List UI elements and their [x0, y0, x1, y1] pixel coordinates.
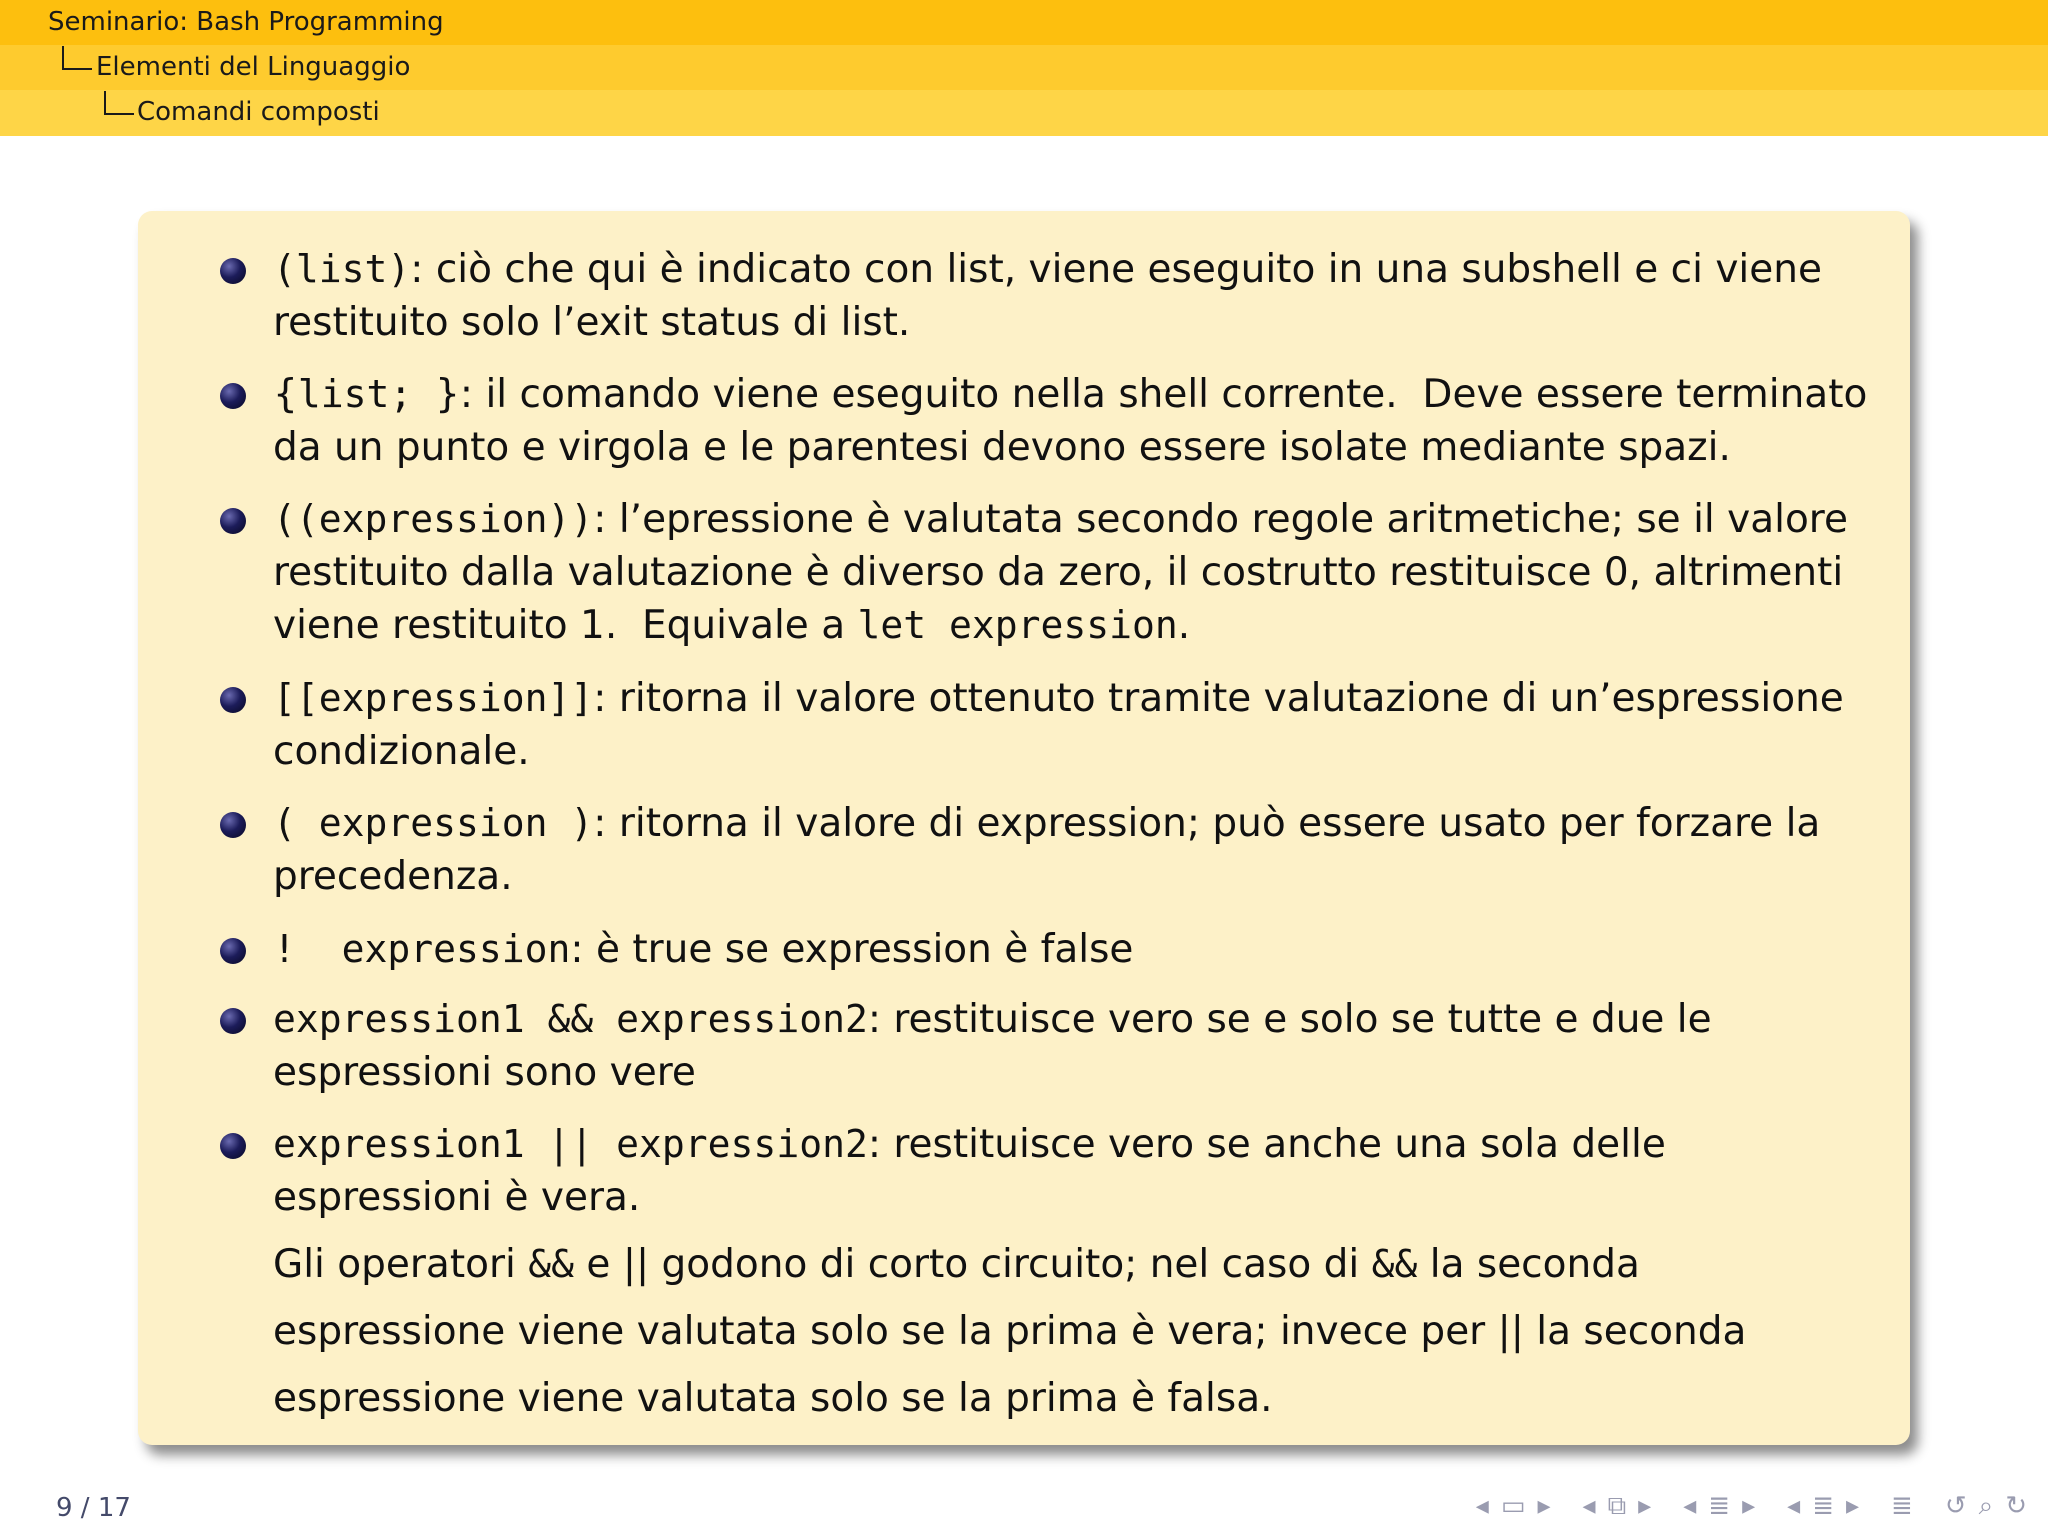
text-line	[273, 1231, 1883, 1298]
text-run: da un punto e virgola e le parentesi devono essere isolate mediante spazi.	[273, 425, 1731, 470]
text-run: espressione viene valutata solo se la prima è falsa.	[273, 1376, 1273, 1421]
content-block	[138, 211, 1910, 1445]
text-run: : restituisce vero se anche una sola delle	[867, 1122, 1666, 1167]
text-line	[273, 993, 1883, 1046]
text-run: Gli operatori	[273, 1242, 529, 1287]
text-run: }: il comando viene eseguito nella shell corrente. Deve essere terminato	[435, 372, 1868, 417]
text-run: espressioni sono vere	[273, 1050, 696, 1095]
arrow-right-icon[interactable]: ▸	[1742, 1491, 1756, 1521]
code-snippet: &&	[1371, 1242, 1418, 1286]
text-run: precedenza.	[273, 854, 513, 899]
bullet-text	[273, 243, 1883, 349]
text-line	[273, 368, 1883, 421]
code-snippet: let expression	[857, 603, 1178, 647]
subsection-link[interactable]: Comandi composti	[137, 97, 380, 127]
bullet-icon	[220, 1133, 246, 1159]
text-run: : restituisce vero se e solo se tutte e due le	[867, 997, 1712, 1042]
text-run: espressioni è vera.	[273, 1175, 641, 1220]
text-run: : ritorna il valore di expression; può essere usato per forzare la	[593, 801, 1821, 846]
text-run: la seconda	[1417, 1242, 1640, 1287]
back-icon[interactable]: ↺	[1944, 1491, 1967, 1521]
text-line	[273, 725, 1883, 778]
tree-connector-icon	[104, 91, 134, 115]
arrow-left-icon[interactable]: ◂	[1582, 1491, 1596, 1521]
text-run: viene restituito 1. Equivale a	[273, 603, 858, 648]
code-snippet: (list)	[273, 247, 411, 291]
text-line	[273, 1365, 1883, 1432]
bullet-text	[273, 672, 1883, 778]
text-line	[273, 672, 1883, 725]
outline-icon[interactable]: ≣	[1891, 1491, 1913, 1521]
text-run: : ritorna il valore ottenuto tramite valutazione di un’espressione	[593, 676, 1844, 721]
text-line	[273, 296, 1883, 349]
text-line	[273, 1171, 1883, 1224]
arrow-left-icon[interactable]: ◂	[1787, 1491, 1801, 1521]
text-line	[273, 599, 1883, 652]
bullet-text	[273, 1118, 1883, 1224]
subsection-icon[interactable]: ⧉	[1607, 1491, 1627, 1521]
search-icon[interactable]: ⌕	[1978, 1491, 1994, 1521]
bullet-icon	[220, 938, 246, 964]
text-line	[273, 1298, 1883, 1365]
navigation-bar	[1473, 1488, 2030, 1524]
code-snippet: ((expression))	[273, 497, 594, 541]
page-number: 9 / 17	[56, 1493, 131, 1523]
text-run: e || godono di corto circuito; nel caso di	[574, 1242, 1372, 1287]
code-snippet: expression1 || expression2	[273, 1122, 868, 1166]
bullet-text	[273, 368, 1883, 474]
text-run: : ciò che qui è indicato con list, viene eseguito in una subshell e ci viene	[410, 247, 1822, 292]
text-line	[273, 546, 1883, 599]
bullet-icon	[220, 1008, 246, 1034]
text-run: : l’epressione è valutata secondo regole aritmetiche; se il valore	[593, 497, 1848, 542]
section-link[interactable]: Elementi del Linguaggio	[96, 52, 411, 82]
bullet-icon	[220, 687, 246, 713]
forward-icon[interactable]: ↻	[2005, 1491, 2027, 1521]
tree-connector-icon	[62, 46, 92, 70]
code-snippet: &&	[528, 1242, 575, 1286]
text-run: restituito solo l’exit status di list.	[273, 300, 911, 345]
text-line	[273, 923, 1883, 976]
code-snippet: [[expression]]	[273, 676, 594, 720]
text-run: : è true se expression è false	[570, 927, 1134, 972]
presentation-title-link[interactable]: Seminario: Bash Programming	[48, 7, 444, 37]
arrow-left-icon[interactable]: ◂	[1683, 1491, 1697, 1521]
text-run: {	[273, 372, 298, 417]
bullet-text	[273, 797, 1883, 903]
bullet-icon	[220, 812, 246, 838]
bullet-icon	[220, 258, 246, 284]
frame-icon[interactable]: ▭	[1500, 1491, 1526, 1521]
text-run: espressione viene valutata solo se la prima è vera; invece per || la seconda	[273, 1309, 1747, 1354]
bullet-text	[273, 493, 1883, 652]
arrow-right-icon[interactable]: ▸	[1537, 1491, 1551, 1521]
arrow-right-icon[interactable]: ▸	[1845, 1491, 1860, 1521]
text-run: .	[1177, 603, 1191, 648]
code-snippet: list;	[297, 372, 436, 416]
text-line	[273, 243, 1883, 296]
arrow-right-icon[interactable]: ▸	[1638, 1491, 1652, 1521]
code-snippet: ( expression )	[273, 801, 594, 845]
bullet-text	[273, 993, 1883, 1099]
bullet-text	[273, 923, 1883, 976]
arrow-left-icon[interactable]: ◂	[1475, 1491, 1489, 1521]
code-snippet: ! expression	[273, 927, 571, 971]
code-snippet: expression1 && expression2	[273, 997, 868, 1041]
section-icon[interactable]: ≣	[1812, 1491, 1834, 1521]
text-line	[273, 1046, 1883, 1099]
text-line	[273, 493, 1883, 546]
text-line	[273, 850, 1883, 903]
section-icon[interactable]: ≣	[1708, 1491, 1731, 1521]
text-line	[273, 421, 1883, 474]
bullet-icon	[220, 383, 246, 409]
text-run: condizionale.	[273, 729, 530, 774]
text-line	[273, 797, 1883, 850]
text-line	[273, 1118, 1883, 1171]
text-run: restituito dalla valutazione è diverso da zero, il costrutto restituisce 0, altrimenti	[273, 550, 1844, 595]
bullet-icon	[220, 508, 246, 534]
note-paragraph	[273, 1231, 1883, 1432]
